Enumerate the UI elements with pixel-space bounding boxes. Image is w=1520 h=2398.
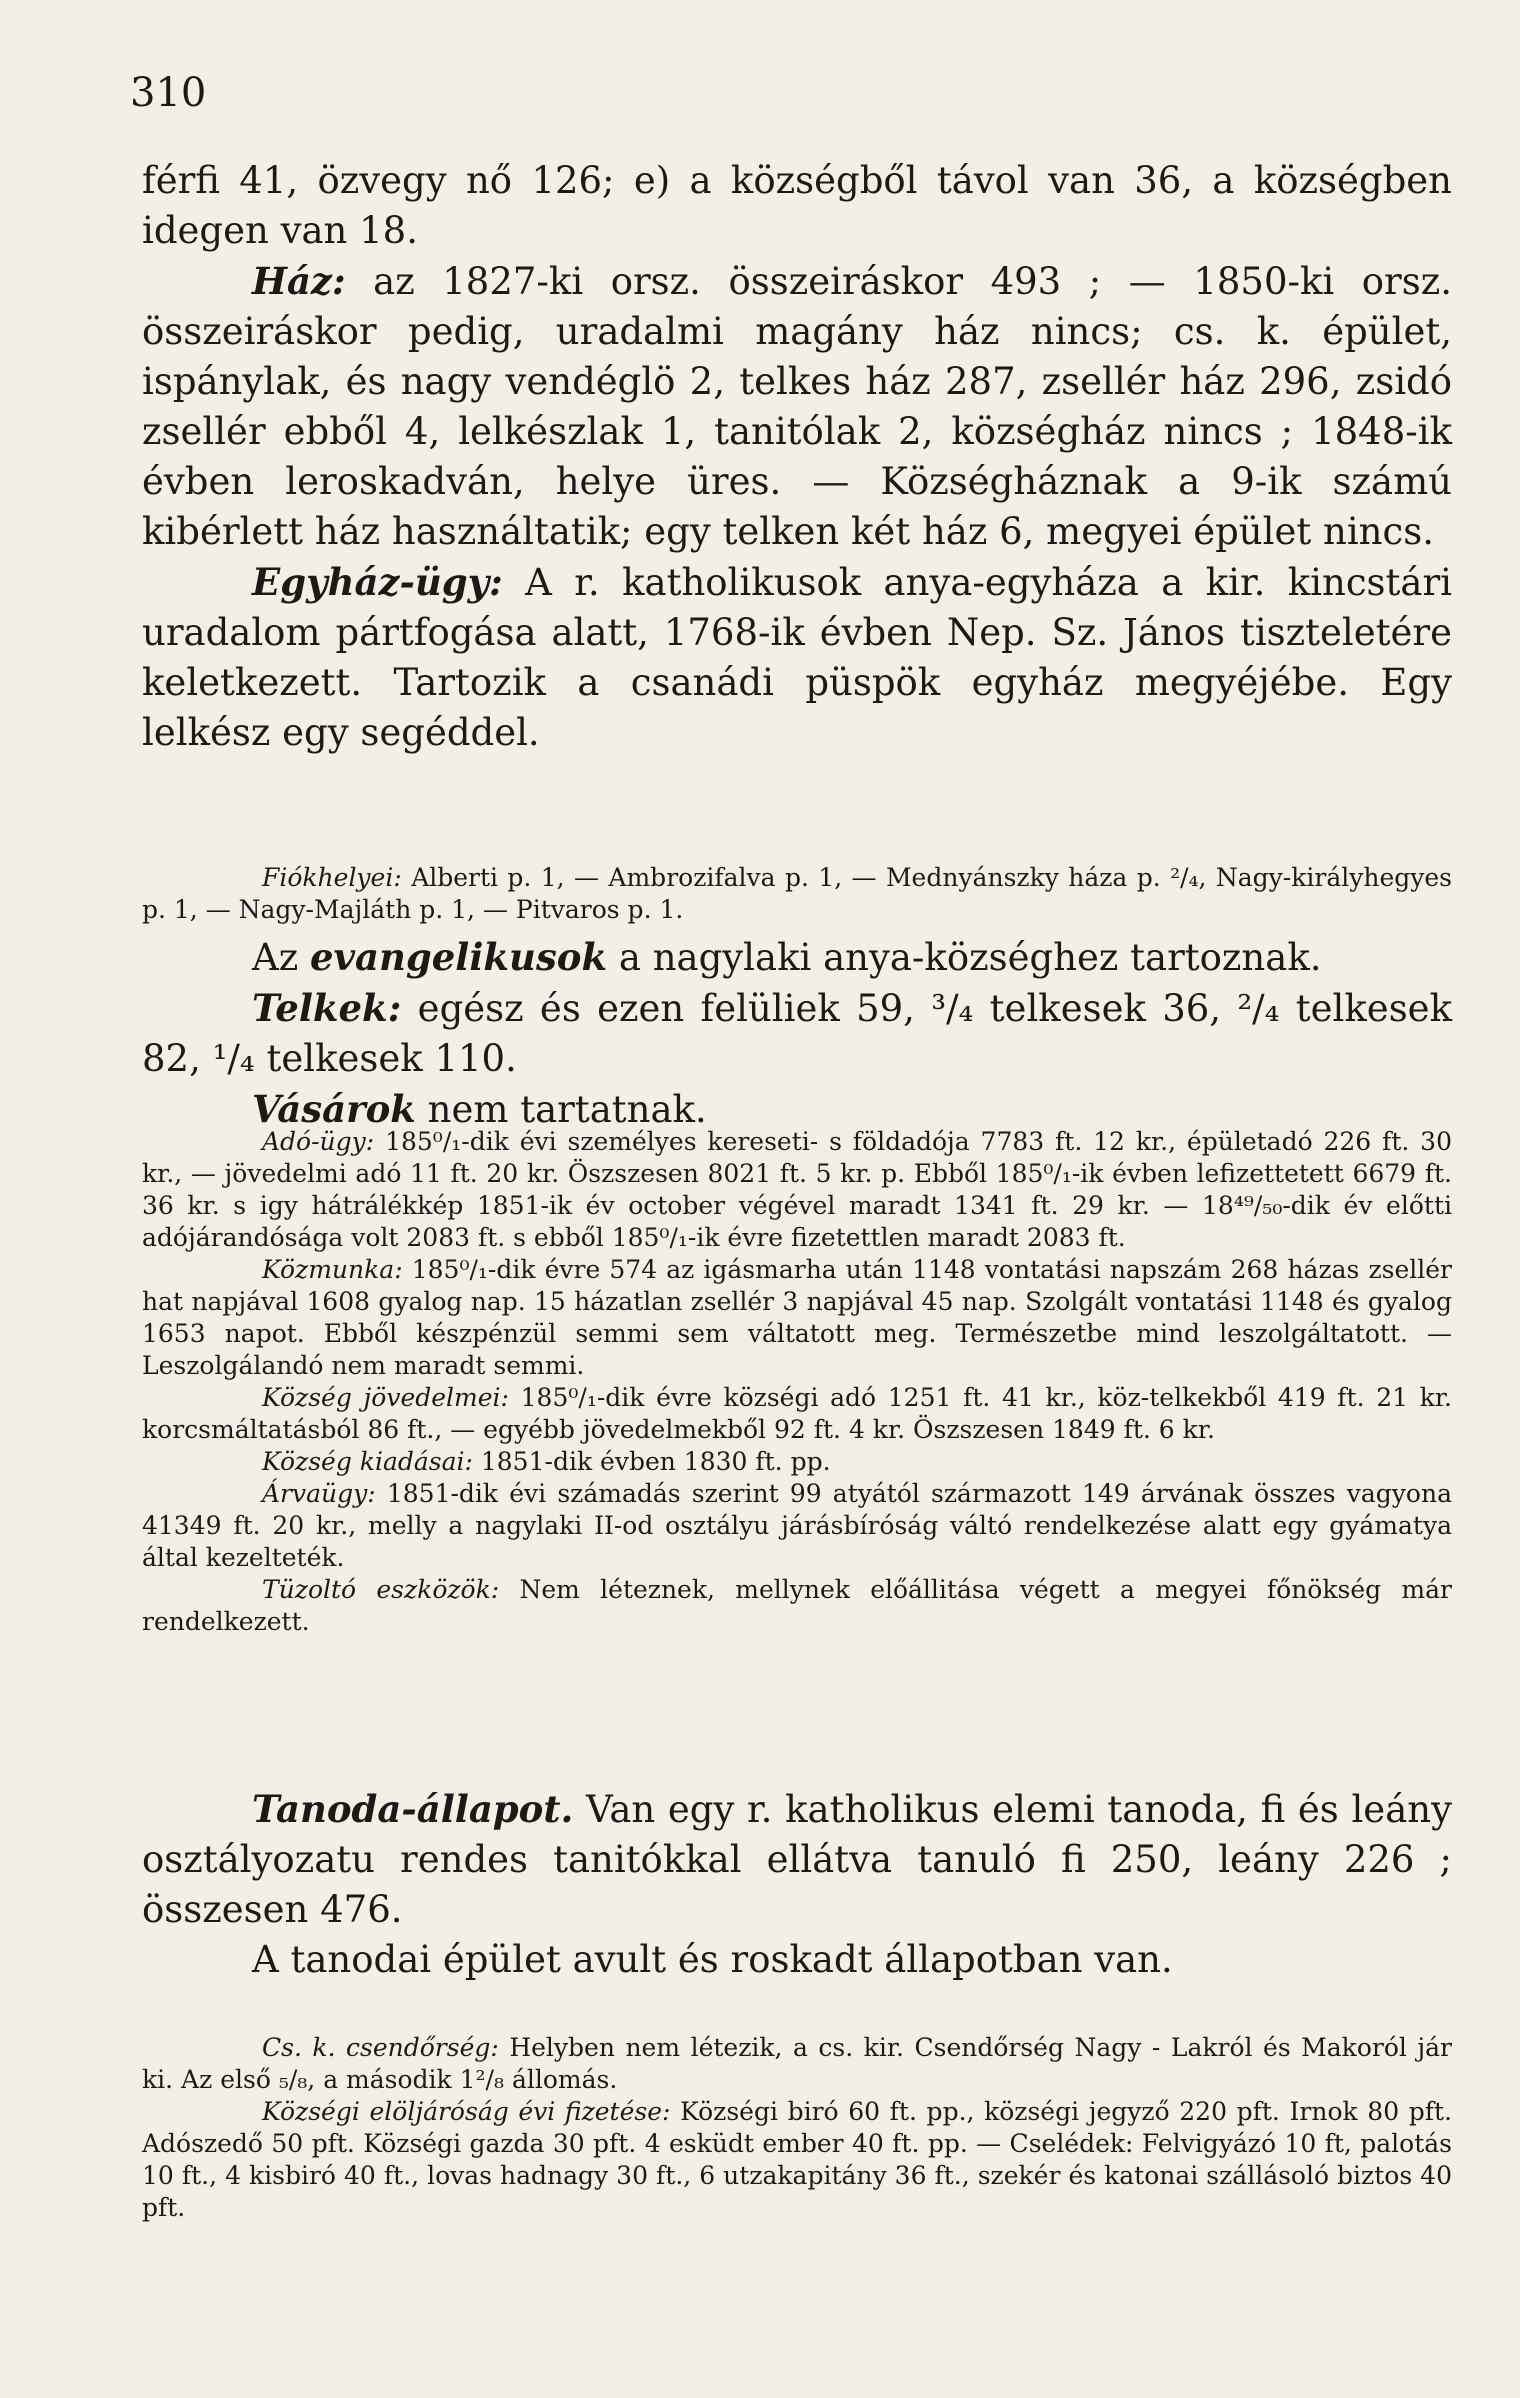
section-branches [142, 862, 1452, 926]
paragraph-income [142, 1382, 1452, 1446]
section-police-salaries [142, 2032, 1452, 2224]
text-fire-equipment: Nem léteznek, mellynek előállitása végett a megyei főnökség már rendelkezett. [142, 1575, 1452, 1636]
text-expenses: 1851-dik évben 1830 ft. pp. [480, 1447, 831, 1476]
paragraph-school [142, 1784, 1452, 1935]
section-administration [142, 1126, 1452, 1638]
heading-gendarmerie: Cs. k. csendőrség: [262, 2033, 499, 2062]
section-school [142, 1784, 1452, 1985]
heading-evangelicals: evangelikusok [309, 935, 608, 979]
text-branches: Alberti p. 1, — Ambrozifalva p. 1, — Mednyánszky háza p. ²/₄, Nagy-királyhegyes p. 1, — Nagy-Majláth p. 1, — Pitvaros p. 1. [142, 863, 1452, 924]
heading-public-works: Közmunka: [262, 1255, 403, 1284]
paragraph-population: férfi 41, özvegy nő 126; e) a községből távol van 36, a községben idegen van 18. [142, 159, 1452, 252]
page-number: 310 [130, 70, 207, 116]
text-plots: egész és ezen felüliek 59, ³/₄ telkesek 36, ²/₄ telkesek 82, ¹/₄ telkesek 110. [142, 987, 1453, 1080]
heading-plots: Telkek: [252, 986, 402, 1030]
paragraph-gendarmerie [142, 2032, 1452, 2096]
text-houses: az 1827-ki orsz. összeiráskor 493 ; — 1850-ki orsz. összeiráskor pedig, uradalmi magány ház nincs; cs. k. épület, ispánylak, és nagy vendéglö 2, telkes ház 287, zsellér ház 296, zsidó zsellér ebből 4, lelkészlak 1, tanitólak 2, községház nincs ; 1848-ik évben leroskadván, helye üres. — Községháznak a 9-ik számú kibérlett ház használtatik; egy telken két ház 6, megyei épület nincs. [142, 260, 1452, 553]
heading-school: Tanoda-állapot. [252, 1787, 574, 1831]
heading-income: Község jövedelmei: [262, 1383, 509, 1412]
heading-church: Egyház-ügy: [252, 560, 503, 604]
paragraph-salaries [142, 2096, 1452, 2224]
paragraph-evangelicals [142, 932, 1452, 983]
section-plots-markets [142, 932, 1452, 1135]
paragraph-church [142, 557, 1452, 758]
paragraph-tax [142, 1126, 1452, 1254]
text-tax: 185⁰/₁-dik évi személyes kereseti- s földadója 7783 ft. 12 kr., épületadó 226 ft. 30 kr., — jövedelmi adó 11 ft. 20 kr. Öszszesen 8021 ft. 5 kr. p. Ebből 185⁰/₁-ik évben lefizettetett 6679 ft. 36 kr. s igy hátrálékkép 1851-ik év october végével maradt 1341 ft. 29 kr. — 18⁴⁹/₅₀-dik év előtti adójárandósága volt 2083 ft. s ebből 185⁰/₁-ik évre fizetettlen maradt 2083 ft. [142, 1127, 1452, 1252]
text-school: Van egy r. katholikus elemi tanoda, fi és leány osztályozatu rendes tanitókkal ellátva tanuló fi 250, leány 226 ; összesen 476. [142, 1788, 1452, 1931]
heading-fire-equipment: Tüzoltó eszközök: [262, 1575, 500, 1604]
heading-orphans: Árvaügy: [262, 1479, 376, 1508]
text-income: 185⁰/₁-dik évre községi adó 1251 ft. 41 kr., köz-telkekből 419 ft. 21 kr. korcsmáltatásból 86 ft., — egyébb jövedelmekből 92 ft. 4 kr. Öszszesen 1849 ft. 6 kr. [142, 1383, 1452, 1444]
heading-tax: Adó-ügy: [262, 1127, 375, 1156]
text-gendarmerie: Helyben nem létezik, a cs. kir. Csendőrség Nagy - Lakról és Makoról jár ki. Az első ₅/₈, a második 1²/₈ állomás. [142, 2033, 1452, 2094]
paragraph-orphans [142, 1478, 1452, 1574]
paragraph-plots [142, 983, 1452, 1084]
paragraph-branches [142, 862, 1452, 926]
section-house-church [142, 156, 1452, 758]
heading-branches: Fiókhelyei: [262, 863, 402, 892]
paragraph-fire-equipment [142, 1574, 1452, 1638]
text-markets: nem tartatnak. [427, 1088, 707, 1131]
paragraph-public-works [142, 1254, 1452, 1382]
paragraph-houses [142, 256, 1452, 557]
heading-expenses: Község kiadásai: [262, 1447, 473, 1476]
text-evangelicals-pre: Az [252, 936, 299, 979]
text-public-works: 185⁰/₁-dik évre 574 az igásmarha után 1148 vontatási napszám 268 házas zsellér hat napjával 1608 gyalog nap. 15 házatlan zsellér 3 napjával 45 nap. Szolgált vontatási 1148 és gyalog 1653 napot. Ebből készpénzül semmi sem váltatott meg. Természetbe mind leszolgáltatott. — Leszolgálandó nem maradt semmi. [142, 1255, 1452, 1380]
text-evangelicals: a nagylaki anya-községhez tartoznak. [618, 936, 1322, 979]
text-orphans: 1851-dik évi számadás szerint 99 atyától származott 149 árvának összes vagyona 41349 ft. 20 kr., melly a nagylaki II-od osztályu járásbíróság váltó rendelkezése alatt egy gyámatya által kezelteték. [142, 1479, 1452, 1572]
heading-markets: Vásárok [252, 1087, 416, 1131]
text-church: A r. katholikusok anya-egyháza a kir. kincstári uradalom pártfogása alatt, 1768-ik évben Nep. Sz. János tiszteletére keletkezett. Tartozik a csanádi püspök egyház megyéjébe. Egy lelkész egy segéddel. [142, 561, 1452, 754]
heading-salaries: Községi elöljáróság évi fizetése: [262, 2097, 671, 2126]
text-salaries: Községi biró 60 ft. pp., községi jegyző 220 pft. Irnok 80 pft. Adószedő 50 pft. Községi gazda 30 pft. 4 esküdt ember 40 ft. pp. — Cselédek: Felvigyázó 10 ft, palotás 10 ft., 4 kisbiró 40 ft., lovas hadnagy 30 ft., 6 utzakapitány 36 ft., szekér és katonai szállásoló biztos 40 pft. [142, 2097, 1452, 2222]
paragraph-expenses [142, 1446, 1452, 1478]
paragraph-school-building: A tanodai épület avult és roskadt állapotban van. [252, 1938, 1173, 1981]
heading-houses: Ház: [252, 259, 346, 303]
